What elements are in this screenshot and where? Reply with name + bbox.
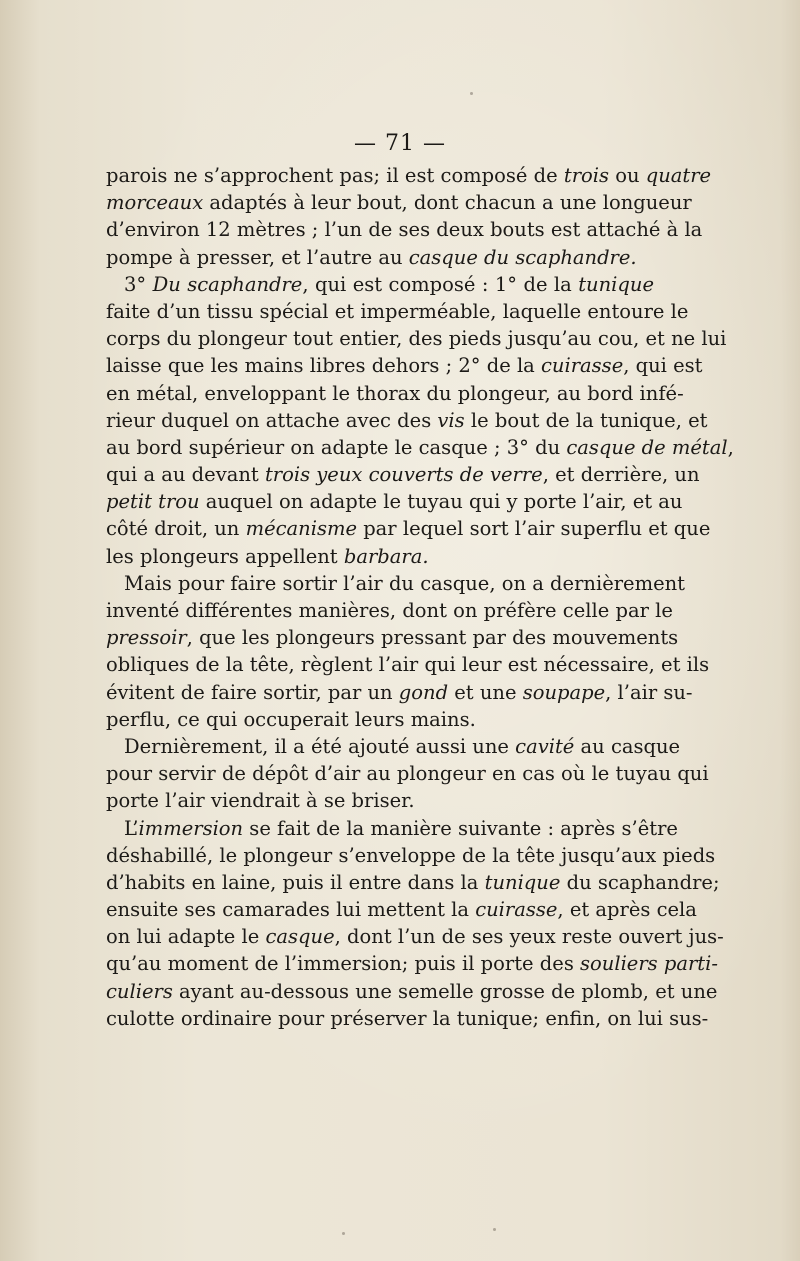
italic-text: tunique	[484, 870, 561, 894]
text-line	[106, 216, 703, 243]
text-segment: , dont l’un de ses yeux reste ouvert jus-	[334, 925, 724, 949]
italic-text: cuirasse	[475, 898, 558, 922]
italic-text: casque	[265, 925, 335, 949]
text-segment: adaptés à leur bout, dont chacun a une longueur	[203, 191, 692, 215]
text-line	[106, 706, 654, 733]
italic-text: casque du scaphandre.	[408, 245, 637, 269]
text-segment: auquel on adapte le tuyau qui y porte l’air, et au	[199, 490, 683, 514]
text-line	[106, 162, 712, 189]
text-line	[106, 298, 689, 325]
text-segment: par lequel sort l’air superflu et que	[357, 517, 711, 541]
text-segment: inventé différentes manières, dont on préfère celle par le	[106, 599, 673, 622]
text-segment: évitent de faire sortir, par un	[106, 680, 399, 704]
text-segment: d’environ 12 mètres ; l’un de ses deux bouts est attaché à la	[106, 218, 703, 242]
italic-text: pressoir	[106, 626, 187, 650]
text-segment: ensuite ses camarades lui mettent la	[106, 898, 476, 922]
text-line	[106, 271, 654, 298]
text-segment: obliques de la tête, règlent l’air qui leur est nécessaire, et ils	[106, 653, 710, 677]
italic-text: quatre	[645, 164, 712, 187]
text-segment: côté droit, un	[106, 517, 246, 541]
italic-text: cavité	[515, 734, 575, 758]
italic-text: mécanisme	[245, 517, 357, 541]
text-segment: en métal, enveloppant le thorax du plongeur, au bord infé-	[106, 381, 684, 405]
text-segment: déshabillé, le plongeur s’enveloppe de la tête jusqu’aux pieds	[106, 843, 716, 867]
italic-text: culiers	[106, 979, 173, 1003]
text-segment: parois ne s’approchent pas; il est composé de	[106, 164, 564, 187]
text-segment: qui a au devant	[106, 463, 265, 487]
text-line	[106, 1005, 709, 1032]
text-segment: Dernièrement, il a été ajouté aussi une	[124, 734, 516, 758]
text-segment: laisse que les mains libres dehors ; 2° de la	[106, 354, 542, 378]
text-line	[106, 434, 734, 461]
text-segment: pour servir de dépôt d’air au plongeur en cas où le tuyau qui	[106, 762, 709, 786]
text-line	[106, 515, 711, 542]
page-number: — 71 —	[354, 131, 446, 156]
text-line	[106, 842, 716, 869]
paper-speck	[342, 1232, 345, 1235]
text-segment: faite d’un tissu spécial et imperméable, laquelle entoure le	[106, 299, 689, 323]
italic-text: cuirasse	[541, 354, 624, 378]
text-line	[106, 787, 654, 814]
text-segment: , qui est composé : 1° de la	[302, 272, 579, 296]
italic-text: vis	[437, 408, 465, 432]
text-segment: au bord supérieur on adapte le casque ; 3° du	[106, 435, 567, 459]
text-segment: rieur duquel on attache avec des	[106, 408, 438, 432]
text-line	[106, 733, 681, 760]
text-line	[106, 597, 673, 624]
text-line	[106, 950, 718, 977]
text-segment: d’habits en laine, puis il entre dans la	[106, 870, 485, 894]
italic-text: souliers parti-	[580, 952, 718, 976]
text-line	[106, 869, 720, 896]
body-text	[106, 162, 734, 1032]
text-segment: , qui est	[623, 354, 703, 378]
italic-text: morceaux	[106, 191, 204, 215]
text-segment: les plongeurs appellent	[106, 544, 344, 568]
italic-text: gond	[398, 680, 449, 704]
text-line	[106, 380, 684, 407]
italic-text: trois yeux couverts de verre	[264, 463, 543, 487]
text-segment: ,	[727, 435, 734, 459]
paper-speck	[470, 92, 473, 95]
text-segment: se fait de la manière suivante : après s’être	[243, 816, 678, 840]
text-line	[106, 189, 692, 216]
text-line	[106, 352, 703, 379]
text-line	[106, 978, 718, 1005]
text-line	[106, 325, 727, 352]
text-segment: , que les plongeurs pressant par des mouvements	[186, 626, 679, 650]
italic-text: barbara.	[343, 544, 429, 568]
text-segment: Mais pour faire sortir l’air du casque, on a dernièrement	[124, 571, 686, 595]
text-segment: L’	[124, 816, 139, 840]
text-segment: pompe à presser, et l’autre au	[106, 245, 409, 269]
text-line	[106, 923, 724, 950]
text-line	[106, 570, 686, 597]
text-line	[106, 461, 700, 488]
text-segment: , et derrière, un	[542, 463, 700, 487]
italic-text: petit trou	[106, 490, 200, 514]
text-segment: au casque	[574, 734, 681, 758]
text-segment: , et après cela	[557, 898, 697, 922]
italic-text: trois	[563, 164, 610, 187]
text-segment: ou	[609, 164, 646, 187]
text-line	[106, 679, 693, 706]
text-segment: corps du plongeur tout entier, des pieds jusqu’au cou, et ne lui	[106, 327, 727, 351]
paper-speck	[493, 1228, 496, 1231]
text-segment: qu’au moment de l’immersion; puis il porte des	[106, 952, 581, 976]
text-segment: du scaphandre;	[560, 870, 720, 894]
text-segment: perflu, ce qui occuperait leurs mains.	[106, 707, 476, 731]
text-line	[106, 244, 654, 271]
text-line	[106, 815, 678, 842]
text-line	[106, 543, 654, 570]
text-segment: 3°	[124, 272, 153, 296]
text-segment: culotte ordinaire pour préserver la tunique; enfin, on lui sus-	[106, 1006, 709, 1030]
italic-text: immersion	[138, 816, 244, 840]
text-segment: on lui adapte le	[106, 925, 266, 949]
text-line	[106, 488, 683, 515]
text-line	[106, 624, 679, 651]
italic-text: soupape	[522, 680, 606, 704]
text-segment: le bout de la tunique, et	[464, 408, 708, 432]
italic-text: tunique	[578, 272, 654, 296]
italic-text: casque de métal	[566, 435, 728, 459]
text-segment: porte l’air viendrait à se briser.	[106, 789, 415, 813]
italic-text: Du scaphandre	[152, 272, 303, 296]
text-line	[106, 651, 710, 678]
text-segment: , l’air su-	[605, 680, 693, 704]
text-line	[106, 760, 709, 787]
text-segment: et une	[448, 680, 523, 704]
text-line	[106, 896, 697, 923]
text-line	[106, 407, 708, 434]
text-segment: ayant au-dessous une semelle grosse de plomb, et une	[172, 979, 718, 1003]
